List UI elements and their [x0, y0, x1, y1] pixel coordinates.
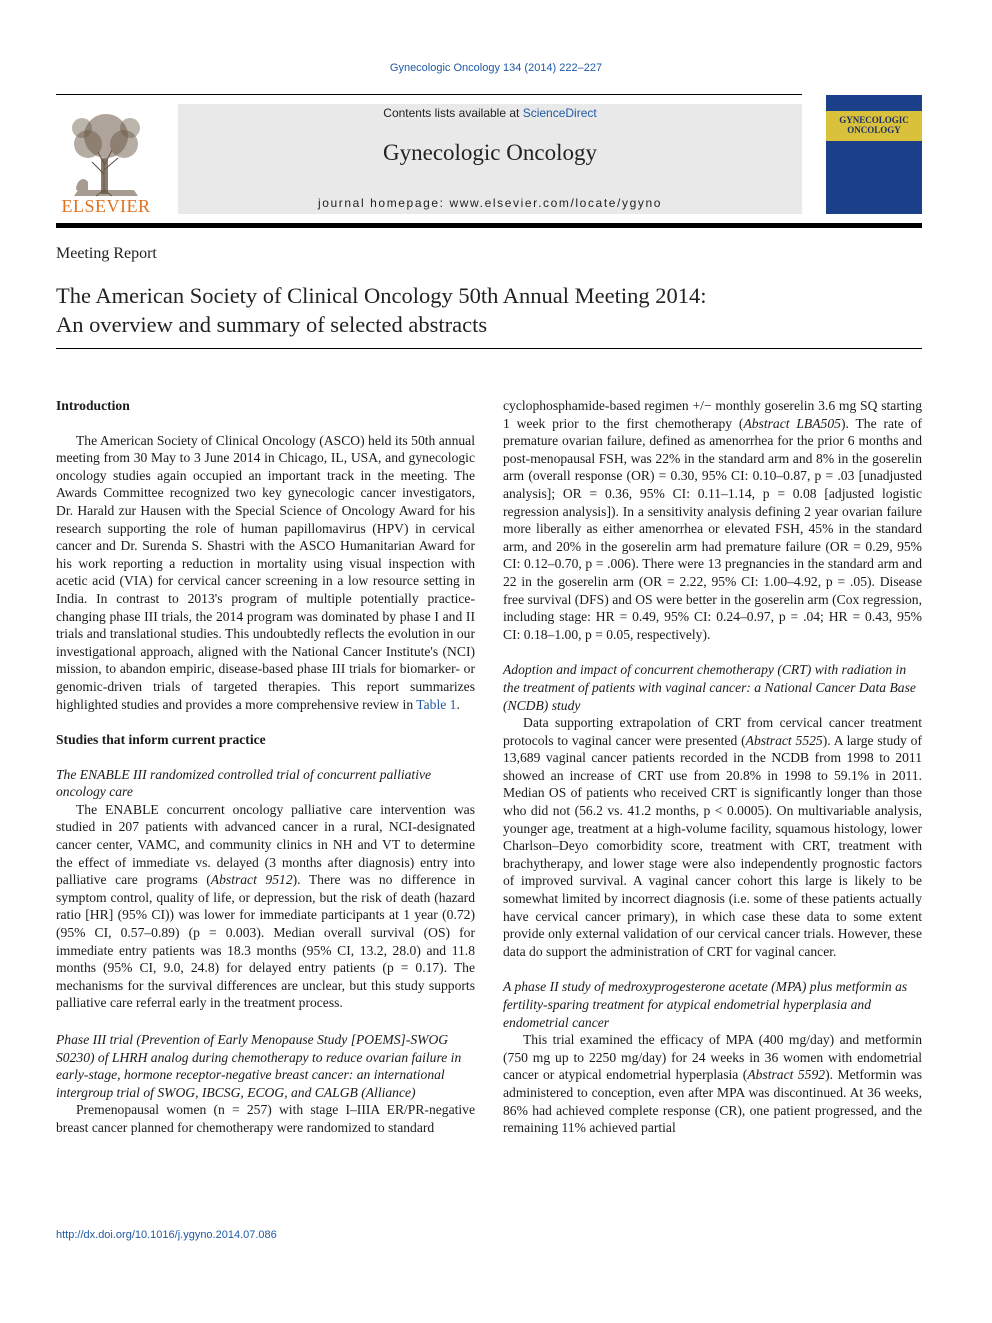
- journal-masthead: [178, 104, 802, 214]
- poems-paragraph: Premenopausal women (n = 257) with stage I–IIIA ER/PR-negative breast cancer planned for chemotherapy were randomized to standard: [56, 1102, 475, 1135]
- contents-available: [178, 106, 802, 120]
- title-rule: [56, 348, 922, 349]
- section-heading-current-practice: Studies that inform current practice: [56, 732, 266, 748]
- crt-text-b: ). A large study of 13,689 vaginal cancer patients recorded in the NCDB from 1998 to 2011 showed an increase of CRT use from 20.8% in 1998 to 59.1% in 2011. Median OS of patients who received CRT is significantly longer than those who did not (56.2 vs. 41.2 months, p < 0.0005). On multivariable analysis, younger age, treatment at a high-volume facility, squamous histology, lower Charlson–Deyo comorbidity score, treatment with CRT, treatment with brachytherapy, and lower stage were also independently prognostic factors of improved survival. A vaginal cancer cohort this large is likely to be somewhat limited by incorrect diagnosis (i.e. some of these patients actually have cervical cancer primary), in which case these data to some extent provide only external validation of our cervical cancer trials. However, these data do support the administration of CRT for vaginal cancer.: [503, 732, 922, 959]
- enable-text-a: The ENABLE concurrent oncology palliative care intervention was studied in 207 patients with advanced cancer in a rural, NCI-designated cancer center, VAMC, and community clinics in NH and VT to determine the effect of immediate vs. delayed (3 months after diagnosis) entry into palliative care programs (: [56, 801, 475, 888]
- section-heading-introduction: Introduction: [56, 398, 130, 413]
- left-column: [56, 397, 475, 1137]
- subsection-heading-poems: Phase III trial (Prevention of Early Menopause Study [POEMS]-SWOG S0230) of LHRH analog during chemotherapy to reduce ovarian failure in early-stage, hormone receptor-negative breast cancer: an international intergroup trial of SWOG, IBCSG, ECOG, and CALGB (Alliance): [56, 1032, 462, 1100]
- enable-text-b: ). There was no difference in symptom control, quality of life, or depression, but the risk of death (hazard ratio [HR] (95% CI)) was lower for immediate participants at 1 year (0.72) (95% CI, 0.57–0.89) (p = 0.003). Median overall survival (OS) for immediate entry patients was 18.3 months (95% CI, 13.2, 28.0) and 11.8 months (95% CI, 9.0, 24.8) for delayed entry patients (p = 0.17). The mechanisms for the survival differences are unclear, but this study supports palliative care referral early in the treatment process.: [56, 872, 475, 1011]
- contents-prefix: Contents lists available at: [383, 106, 523, 120]
- enable-abstract-ref: Abstract 9512: [210, 872, 293, 888]
- masthead-rule: [56, 223, 922, 228]
- mpa-abstract-ref: Abstract 5592: [747, 1067, 826, 1083]
- cover-title-line2: ONCOLOGY: [847, 125, 901, 135]
- enable-paragraph: [56, 801, 475, 1012]
- header-rule: [56, 94, 802, 95]
- title-line1: The American Society of Clinical Oncology 50th Annual Meeting 2014:: [56, 283, 707, 308]
- intro-end: .: [456, 696, 460, 712]
- crt-text-a: Data supporting extrapolation of CRT from cervical cancer treatment protocols to vaginal cancer were presented (: [503, 715, 922, 748]
- poems-abstract-ref: Abstract LBA505: [743, 415, 841, 431]
- doi-link[interactable]: http://dx.doi.org/10.1016/j.ygyno.2014.07.086: [56, 1229, 277, 1241]
- subsection-heading-crt: Adoption and impact of concurrent chemotherapy (CRT) with radiation in the treatment of patients with vaginal cancer: a National Cancer Data Base (NCDB) study: [503, 662, 916, 713]
- intro-text: The American Society of Clinical Oncology (ASCO) held its 50th annual meeting from 30 May to 3 June 2014 in Chicago, IL, USA, and gynecologic oncology studies again occupied an important track in the meeting. The Awards Committee recognized two key gynecologic cancer investigators, Dr. Harald zur Hausen with the Special Science of Oncology Award for his research supporting the role of human papillomavirus (HPV) in cervical cancer and Dr. Surenda S. Shastri with the ASCO Humanitarian Award for his work reporting a reduction in mortality using visual inspection with acetic acid (VIA) for cervical cancer screening in a low resource setting in India. In contrast to 2013's program of multiple potentially practice-changing phase III trials, the 2014 program was dominated by phase I and II trials and translational studies. This undoubtedly reflects the evolution in our investigational approach, aligned with the National Cancer Institute's (NCI) mission, to abandon empiric, disease-based phase III trials for biomarker- or genomic-driven trials of targeted therapies. This report summarizes highlighted studies and provides a more comprehensive review in: [56, 432, 475, 712]
- poems-paragraph-continued: [503, 397, 922, 643]
- title-line2: An overview and summary of selected abstracts: [56, 312, 488, 337]
- poems-cont-a: cyclophosphamide-based regimen +/− monthly goserelin 3.6 mg SQ starting 1 week prior to the first chemotherapy (: [503, 398, 922, 431]
- table-1-link[interactable]: Table 1: [416, 696, 457, 712]
- journal-homepage[interactable]: journal homepage: www.elsevier.com/locate/ygyno: [317, 196, 662, 210]
- poems-cont-b: ). The rate of premature ovarian failure, defined as amenorrhea for the prior 6 months and post-menopausal FSH, was 22% in the standard arm and 8% in the goserelin arm (overall response (OR) = 0.30, 95% CI: 0.10–0.87, p = .03 [unadjusted analysis]; OR = 0.36, 95% CI: 0.11–1.14, p = 0.08 [adjusted logistic regression analysis]). In a sensitivity analysis defining 2 year ovarian failure more liberally as either amenorrhea or elevated FSH, 45% in the standard arm, and 20% in the goserelin arm had premature failure (OR = 0.29, 95% CI: 0.12–0.70, p = .006). There were 13 pregnancies in the standard arm and 22 in the goserelin arm (OR = 2.22, 95% CI: 1.00–4.92, p = .05). Disease free survival (DFS) and OS were better in the goserelin arm (Cox regression, including stage: HR = 0.49, 95% CI: 0.24–0.97, p = .04; HR = 0.43, 95% CI: 0.18–1.00, p = 0.05, respectively).: [503, 415, 922, 642]
- elsevier-wordmark: ELSEVIER: [61, 196, 151, 216]
- article-type: Meeting Report: [56, 245, 157, 262]
- mpa-paragraph: [503, 1031, 922, 1137]
- crt-paragraph: [503, 714, 922, 960]
- crt-abstract-ref: Abstract 5525: [745, 732, 823, 748]
- article-title: [56, 281, 926, 339]
- journal-cover-thumbnail: [826, 95, 922, 214]
- subsection-heading-mpa: A phase II study of medroxyprogesterone acetate (MPA) plus metformin as fertility-sparing treatment for atypical endometrial hyperplasia and endometrial cancer: [503, 979, 908, 1030]
- subsection-heading-enable: The ENABLE III randomized controlled trial of concurrent palliative oncology care: [56, 766, 432, 800]
- cover-title-line1: GYNECOLOGIC: [839, 115, 909, 125]
- sciencedirect-link[interactable]: ScienceDirect: [522, 106, 597, 120]
- mpa-text-b: ). Metformin was administered to conception, even after MPA was discontinued. At 36 weeks, 86% had achieved complete response (CR), one patient progressed, and the remaining 11% achieved partial: [503, 1067, 923, 1136]
- cover-title: [826, 115, 922, 135]
- right-column: [503, 397, 922, 1137]
- mpa-text-a: This trial examined the efficacy of MPA (400 mg/day) and metformin (750 mg up to 2250 mg/day) for 24 weeks in 36 women with endometrial cancer or atypical endometrial hyperplasia (: [503, 1032, 922, 1083]
- journal-citation[interactable]: Gynecologic Oncology 134 (2014) 222–227: [389, 62, 603, 74]
- introduction-paragraph: [56, 432, 475, 714]
- journal-name: Gynecologic Oncology: [383, 140, 597, 165]
